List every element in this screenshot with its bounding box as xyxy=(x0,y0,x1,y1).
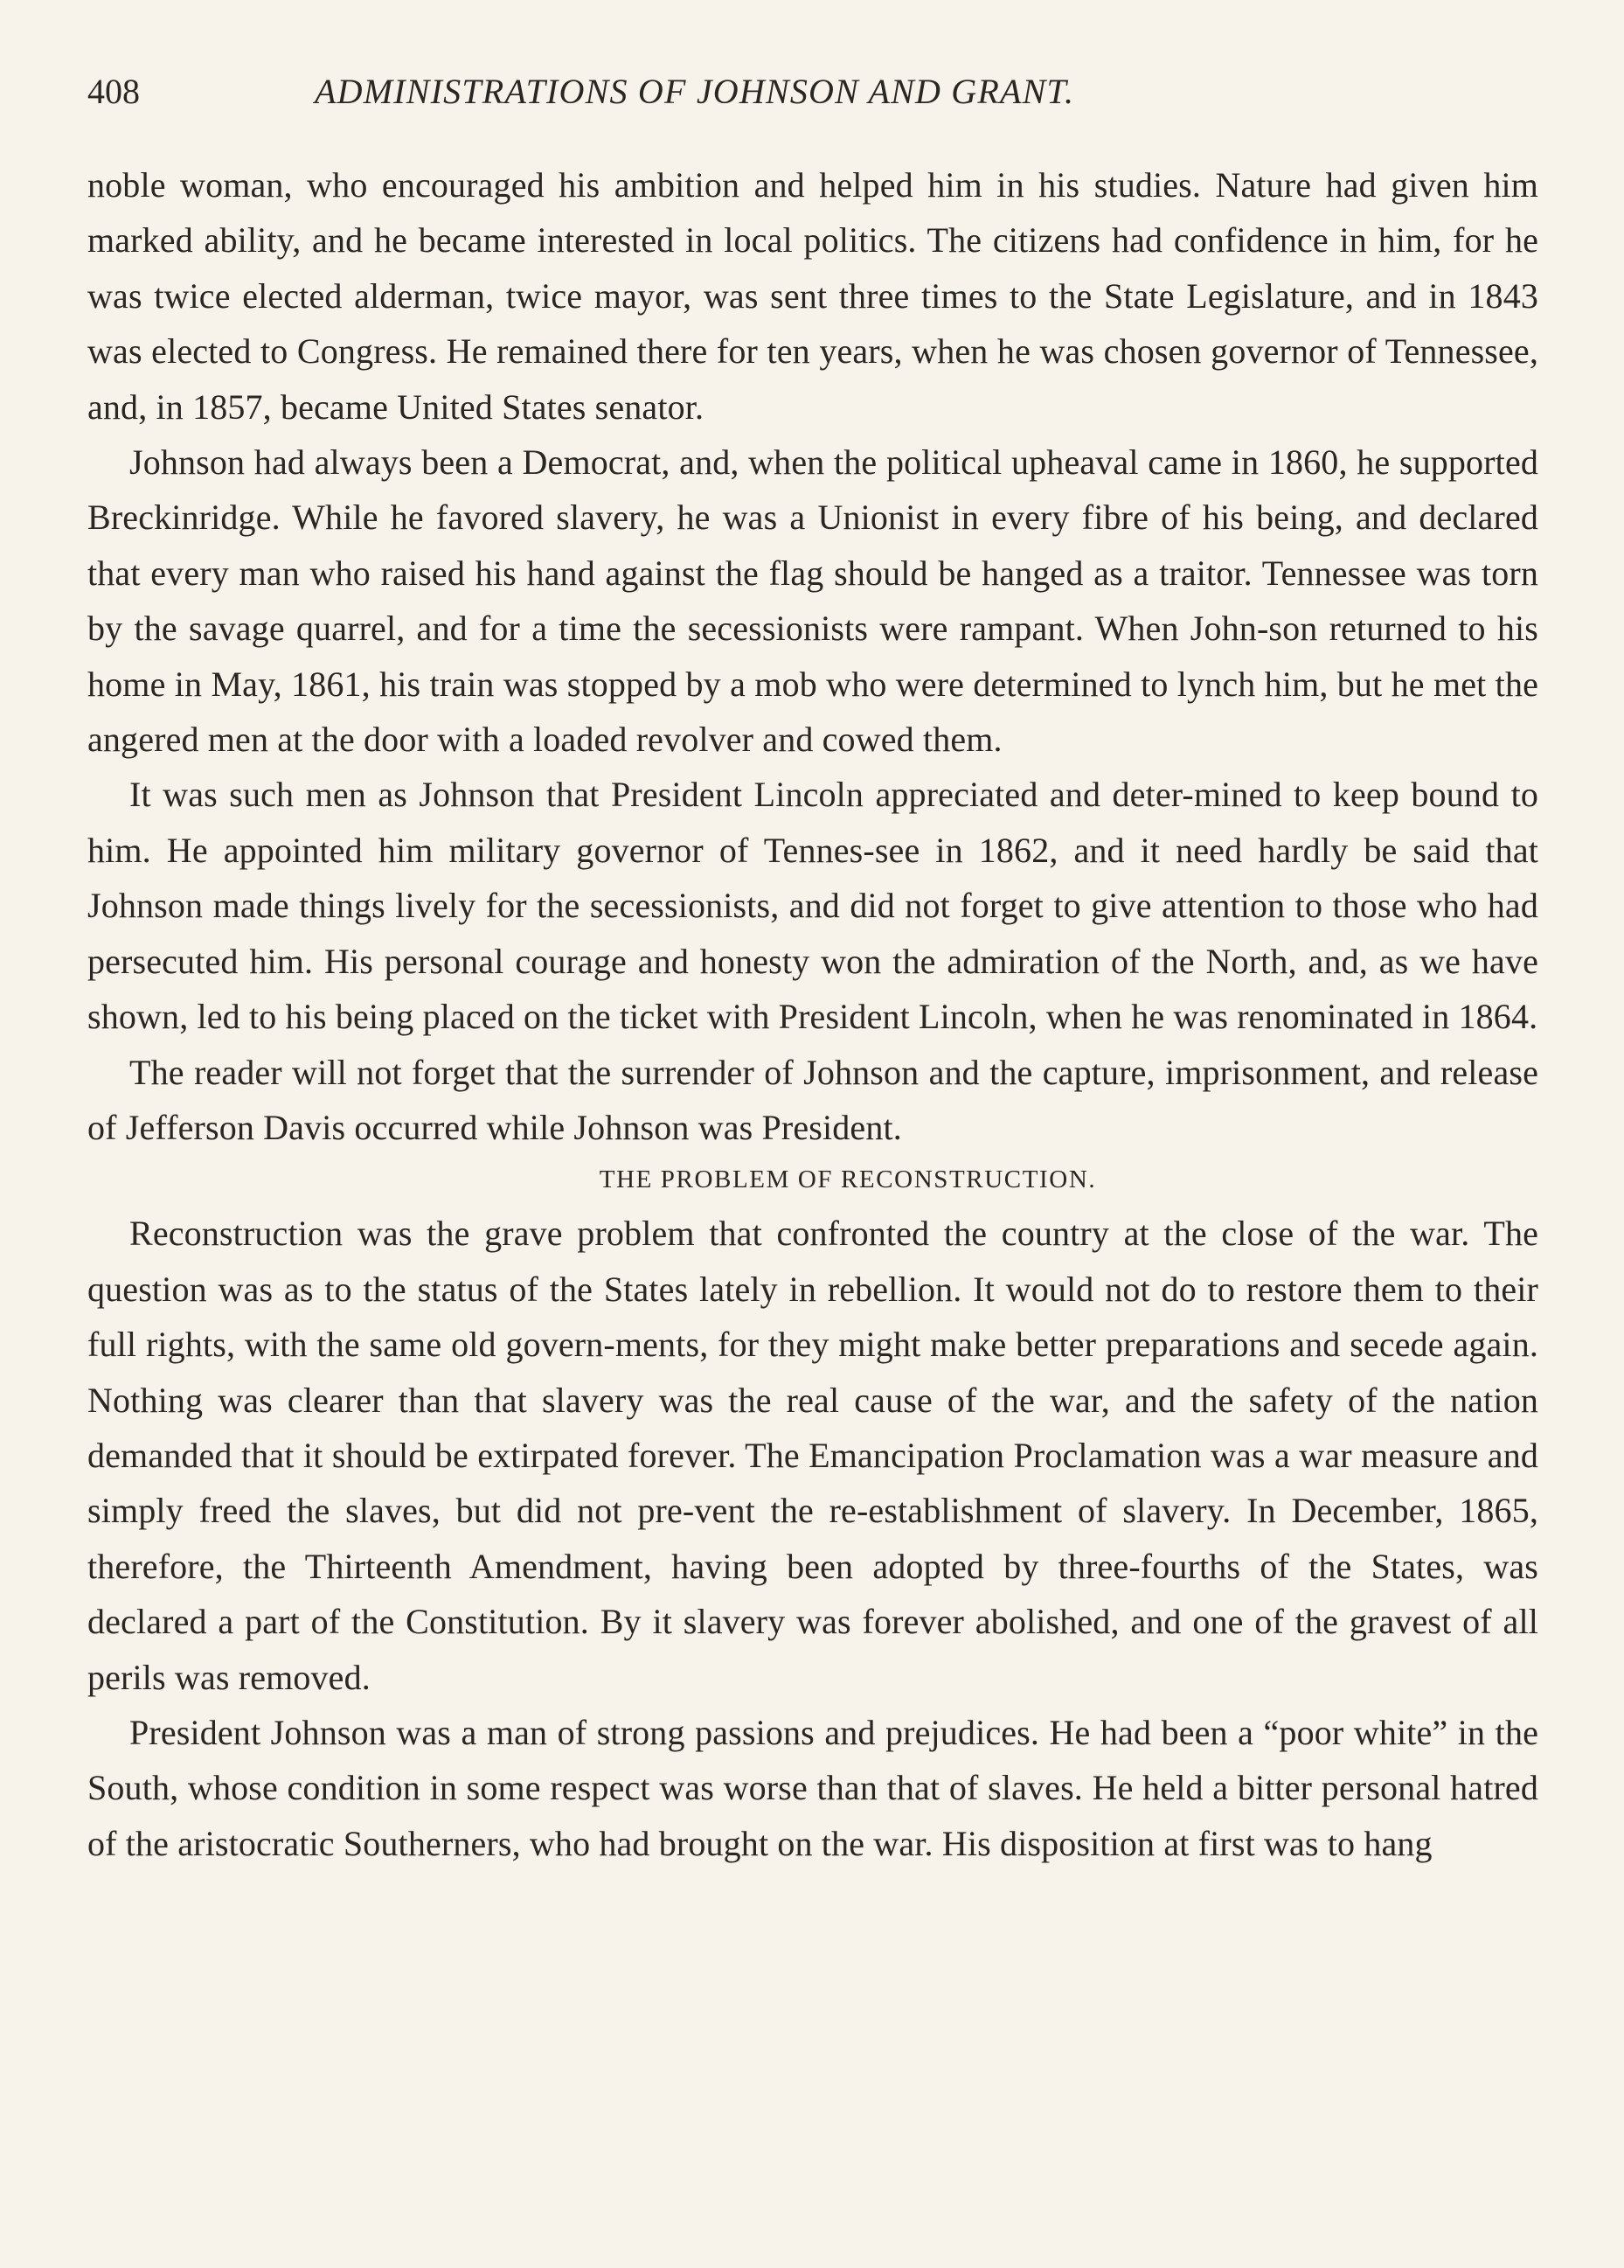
book-page xyxy=(87,61,1538,1871)
body-text xyxy=(87,157,1538,1871)
page-number: 408 xyxy=(87,72,140,111)
running-head xyxy=(87,61,1538,122)
paragraph: Reconstruction was the grave problem that confronted the country at the close of the war. The question was as to the status of the States lately in rebellion. It would not do to restore them to their full rights, with the same old govern-ments, for they might make better preparations and secede again. Nothing was clearer than that slavery was the real cause of the war, and the safety of the nation demanded that it should be extirpated forever. The Emancipation Proclamation was a war measure and simply freed the slaves, but did not pre-vent the re-establishment of slavery. In December, 1865, therefore, the Thirteenth Amendment, having been adopted by three-fourths of the States, was declared a part of the Constitution. By it slavery was forever abolished, and one of the gravest of all perils was removed. xyxy=(87,1214,1538,1697)
paragraph: The reader will not forget that the surrender of Johnson and the capture, imprisonment, and release of Jefferson Davis occurred while Johnson was President. xyxy=(87,1052,1538,1147)
paragraph: noble woman, who encouraged his ambition and helped him in his studies. Nature had given him marked ability, and he became interested in local politics. The citizens had confidence in him, for he was twice elected alderman, twice mayor, was sent three times to the State Legislature, and in 1843 was elected to Congress. He remained there for ten years, when he was chosen governor of Tennessee, and, in 1857, became United States senator. xyxy=(87,165,1538,427)
section-heading: THE PROBLEM OF RECONSTRUCTION. xyxy=(599,1165,1097,1194)
paragraph: President Johnson was a man of strong passions and prejudices. He had been a “poor white” in the South, whose condition in some respect was worse than that of slaves. He held a bitter personal hatred of the aristocratic Southerners, who had brought on the war. His disposition at first was to hang xyxy=(87,1712,1538,1863)
paragraph: Johnson had always been a Democrat, and, when the political upheaval came in 1860, he supported Breckinridge. While he favored slavery, he was a Unionist in every fibre of his being, and declared that every man who raised his hand against the flag should be hanged as a traitor. Tennessee was torn by the savage quarrel, and for a time the secessionists were rampant. When John-son returned to his home in May, 1861, his train was stopped by a mob who were determined to lynch him, but he met the angered men at the door with a loaded revolver and cowed them. xyxy=(87,442,1538,760)
paragraph: It was such men as Johnson that President Lincoln appreciated and deter-mined to keep bound to him. He appointed him military governor of Tennes-see in 1862, and it need hardly be said that Johnson made things lively for the secessionists, and did not forget to give attention to those who had persecuted him. His personal courage and honesty won the admiration of the North, and, as we have shown, led to his being placed on the ticket with President Lincoln, when he was renominated in 1864. xyxy=(87,775,1538,1037)
running-title: ADMINISTRATIONS OF JOHNSON AND GRANT. xyxy=(315,72,1075,111)
